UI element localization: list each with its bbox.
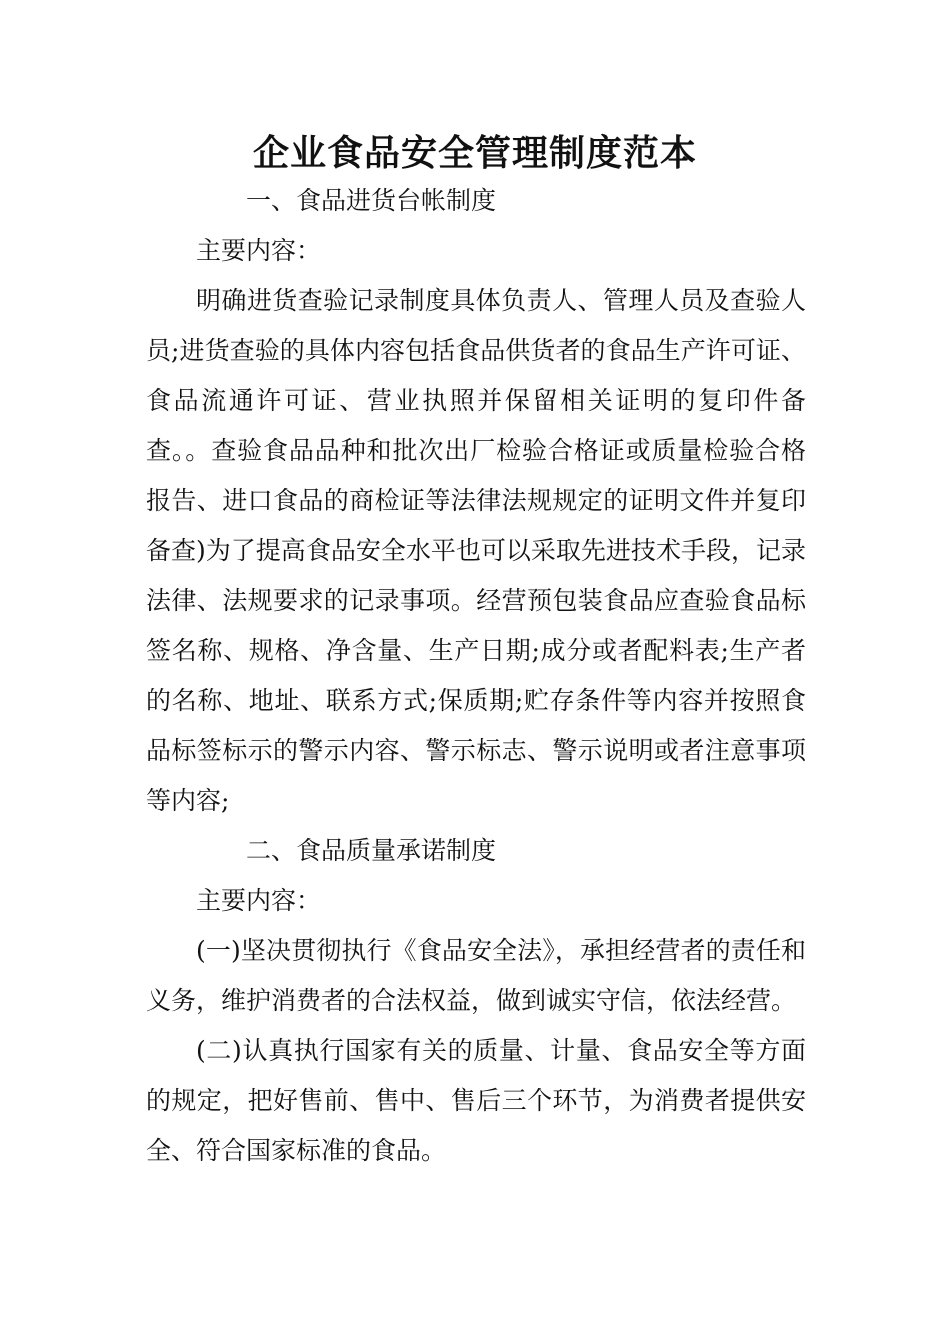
paragraph: (一)坚决贯彻执行《食品安全法》，承担经营者的责任和义务，维护消费者的合法权益，做到诚实守信，依法经营。 [146, 936, 806, 1015]
section-heading: 二、食品质量承诺制度 [246, 836, 497, 865]
paragraph: 明确进货查验记录制度具体负责人、管理人员及查验人员;进货查验的具体内容包括食品供货者的食品生产许可证、食品流通许可证、营业执照并保留相关证明的复印件备查。。查验食品品种和批次出厂检验合格证或质量检验合格报告、进口食品的商检证等法律法规规定的证明文件并复印备查)为了提高食品安全水平也可以采取先进技术手段，记录法律、法规要求的记录事项。经营预包装食品应查验食品标签名称、规格、净含量、生产日期;成分或者配料表;生产者的名称、地址、联系方式;保质期;贮存条件等内容并按照食品标签标示的警示内容、警示标志、警示说明或者注意事项等内容; [146, 286, 806, 815]
document-title: 企业食品安全管理制度范本 [252, 132, 697, 174]
paragraph: (二)认真执行国家有关的质量、计量、食品安全等方面的规定，把好售前、售中、售后三个环节，为消费者提供安全、符合国家标准的食品。 [146, 1036, 806, 1165]
section-label: 主要内容： [196, 236, 322, 265]
section-heading: 一、食品进货台帐制度 [246, 186, 497, 215]
section-label: 主要内容： [196, 886, 322, 915]
document-body [146, 176, 806, 1176]
